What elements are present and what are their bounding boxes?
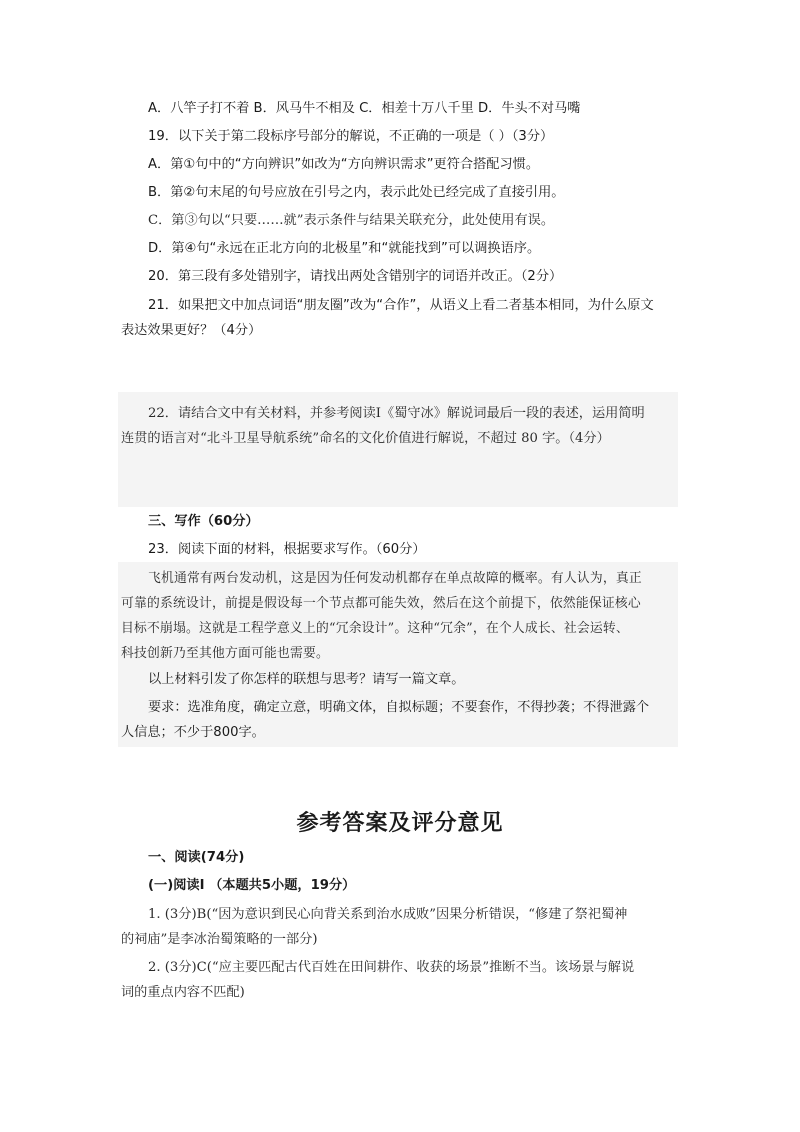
answer2-line1: 2. (3分)C(“应主要匹配古代百姓在田间耕作、收获的场景”推断不当。该场景与解说 <box>148 960 635 975</box>
material-line1: 飞机通常有两台发动机，这是因为任何发动机都存在单点故障的概率。有人认为，真正 <box>148 571 642 586</box>
writing-req-line2: 人信息；不少于800字。 <box>121 725 265 740</box>
material-line2: 可靠的系统设计，前提是假设每一个节点都可能失效，然后在这个前提下，依然能保证核心 <box>121 596 641 611</box>
q21-line1: 21．如果把文中加点词语“朋友圈”改为“合作”，从语义上看二者基本相同，为什么原文 <box>148 298 654 313</box>
answers-title: 参考答案及评分意见 <box>296 811 504 836</box>
material-line4: 科技创新乃至其他方面可能也需要。 <box>121 646 329 661</box>
q19-option-d: D．第④句“永远在正北方向的北极星”和“就能找到”可以调换语序。 <box>148 241 541 256</box>
material-line3: 目标不崩塌。这就是工程学意义上的“冗余设计”。这种“冗余”，在个人成长、社会运转、 <box>121 621 629 636</box>
answer2-line2: 词的重点内容不匹配) <box>121 985 245 1000</box>
q19-option-a: A．第①句中的“方向辨识”如改为“方向辨识需求”更符合搭配习惯。 <box>148 157 540 172</box>
answers-subsection1: (一)阅读Ⅰ （本题共5小题，19分） <box>148 878 356 893</box>
q22-line2: 连贯的语言对“北斗卫星导航系统”命名的文化价值进行解说，不超过 80 字。（4分） <box>121 431 610 446</box>
q19-stem: 19．以下关于第二段标序号部分的解说，不正确的一项是（ ）（3分） <box>148 129 554 144</box>
writing-req-line1: 要求：选准角度，确定立意，明确文体，自拟标题；不要套作，不得抄袭；不得泄露个 <box>148 700 650 715</box>
q23: 23．阅读下面的材料，根据要求写作。（60分） <box>148 542 426 557</box>
writing-section-title: 三、写作（60分） <box>148 514 259 529</box>
q18-options: A．八竿子打不着 B．风马牛不相及 C．相差十万八千里 D．牛头不对马嘴 <box>148 101 581 116</box>
q21-line2: 表达效果更好？（4分） <box>121 323 262 338</box>
answer1-line2: 的祠庙”是李冰治蜀策略的一部分) <box>121 932 318 947</box>
q22-line1: 22．请结合文中有关材料，并参考阅读Ⅰ《蜀守冰》解说词最后一段的表述，运用简明 <box>148 406 645 421</box>
q20: 20．第三段有多处错别字，请找出两处含错别字的词语并改正。（2分） <box>148 269 563 284</box>
answers-section1: 一、阅读(74分) <box>148 850 245 865</box>
answer1-line1: 1. (3分)B(“因为意识到民心向背关系到治水成败”因果分析错误，“修建了祭祀蜀神 <box>148 907 628 922</box>
writing-prompt: 以上材料引发了你怎样的联想与思考？请写一篇文章。 <box>148 672 465 687</box>
q19-option-c: C．第③句以“只要……就”表示条件与结果关联充分，此处使用有误。 <box>148 213 555 228</box>
q19-option-b: B．第②句末尾的句号应放在引号之内，表示此处已经完成了直接引用。 <box>148 185 565 200</box>
